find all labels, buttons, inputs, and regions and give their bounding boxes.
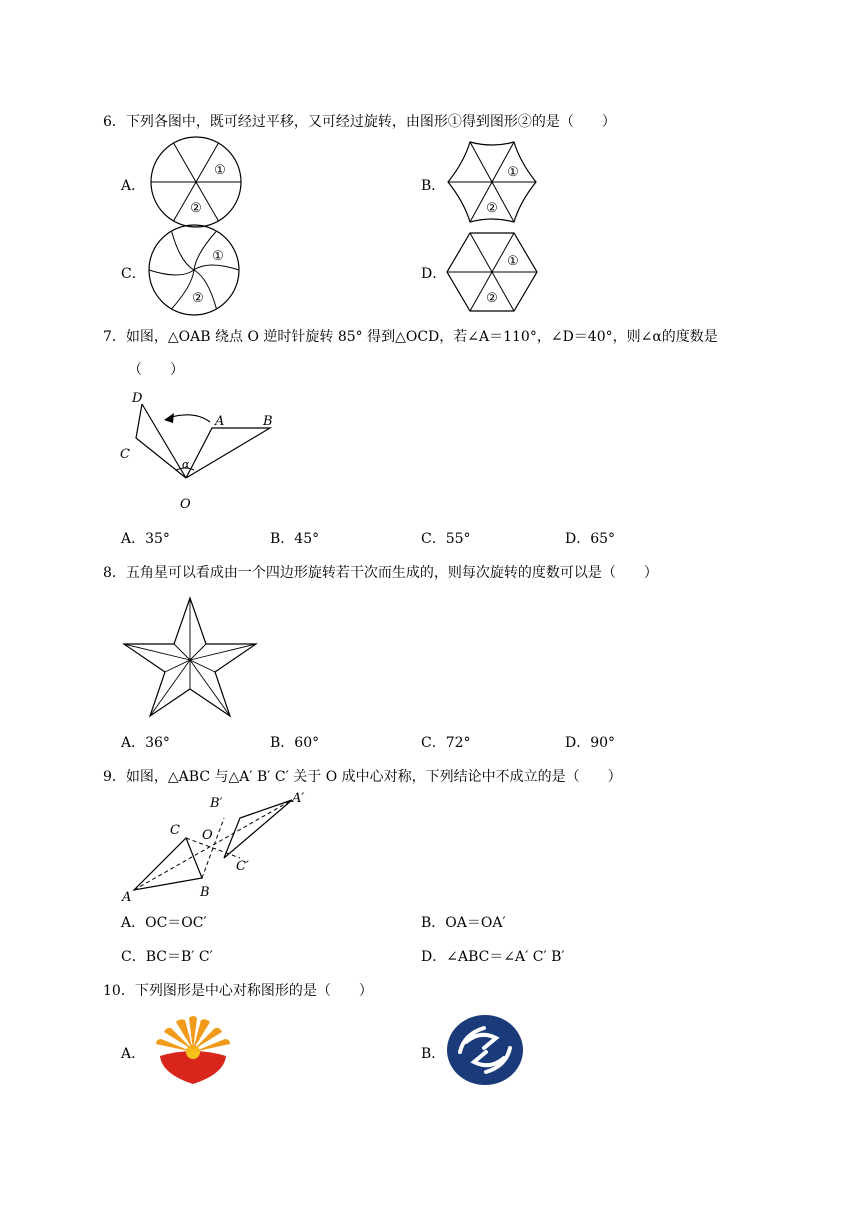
q6-stem: 6．下列各图中，既可经过平移，又可经过旋转，由图形①得到图形②的是（ ） <box>103 114 616 130</box>
label-A: A <box>215 414 225 429</box>
q6-figure-d-hexagon <box>446 232 538 312</box>
q9-option-a: A．OC＝OC′ <box>121 915 207 931</box>
label-O: O <box>180 497 191 512</box>
q8-star-figure <box>122 596 258 716</box>
q9-option-b: B．OA＝OA′ <box>421 915 506 931</box>
q10-option-a-label: A． <box>121 1046 146 1062</box>
q7-option-b: B．45° <box>270 531 320 547</box>
fig-label-1: ① <box>212 249 224 264</box>
q9-central-symmetry-figure <box>120 790 312 905</box>
q6-figure-a-circle <box>150 136 242 228</box>
label-A-prime: A′ <box>292 791 305 806</box>
fig-label-2: ② <box>190 201 202 216</box>
q7-stem-line-1: 7．如图，△OAB 绕点 O 逆时针旋转 85° 得到△OCD，若∠A＝110°，∠D＝40°，则∠α的度数是 <box>103 329 718 345</box>
label-B: B <box>200 885 210 900</box>
q9-option-c: C．BC＝B′ C′ <box>121 949 213 965</box>
fig-label-1: ① <box>507 254 519 269</box>
label-C: C <box>170 823 180 838</box>
q6-figure-c-swirl-circle <box>148 224 240 316</box>
label-B-prime: B′ <box>210 796 223 811</box>
q8-option-d: D．90° <box>565 735 616 751</box>
label-O: O <box>202 828 213 843</box>
q6-figure-b-curved-hexagon <box>446 140 538 224</box>
q9-stem: 9．如图，△ABC 与△A′ B′ C′ 关于 O 成中心对称，下列结论中不成立的是（ ） <box>103 769 622 785</box>
fig-label-2: ② <box>486 291 498 306</box>
label-D: D <box>132 391 143 406</box>
q6-option-b-label: B． <box>421 178 446 194</box>
fig-label-2: ② <box>192 291 204 306</box>
q6-option-a-label: A． <box>121 178 146 194</box>
q6-option-c-label: C． <box>121 266 146 282</box>
q6-option-d-label: D． <box>421 266 447 282</box>
q7-stem-line-2: （ ） <box>128 362 184 378</box>
fig-label-1: ① <box>507 165 519 180</box>
label-C-prime: C′ <box>236 859 249 874</box>
q9-option-d: D．∠ABC＝∠A′ C′ B′ <box>421 949 565 965</box>
label-alpha: α <box>182 458 190 471</box>
q10-china-mobile-logo <box>446 1014 524 1086</box>
fig-label-1: ① <box>214 163 226 178</box>
q7-option-c: C．55° <box>421 531 471 547</box>
q10-stem: 10．下列图形是中心对称图形的是（ ） <box>103 983 373 999</box>
q7-rotation-figure <box>118 388 278 514</box>
q10-option-b-label: B． <box>421 1046 446 1062</box>
label-B: B <box>263 414 273 429</box>
q7-option-d: D．65° <box>565 531 616 547</box>
q8-stem: 8．五角星可以看成由一个四边形旋转若干次而生成的，则每次旋转的度数可以是（ ） <box>103 565 658 581</box>
label-A: A <box>122 890 132 905</box>
q8-option-c: C．72° <box>421 735 471 751</box>
label-C: C <box>120 447 130 462</box>
fig-label-2: ② <box>486 201 498 216</box>
q8-option-b: B．60° <box>270 735 320 751</box>
q7-option-a: A．35° <box>121 531 170 547</box>
q8-option-a: A．36° <box>121 735 170 751</box>
q10-petrochina-logo <box>152 1012 234 1086</box>
